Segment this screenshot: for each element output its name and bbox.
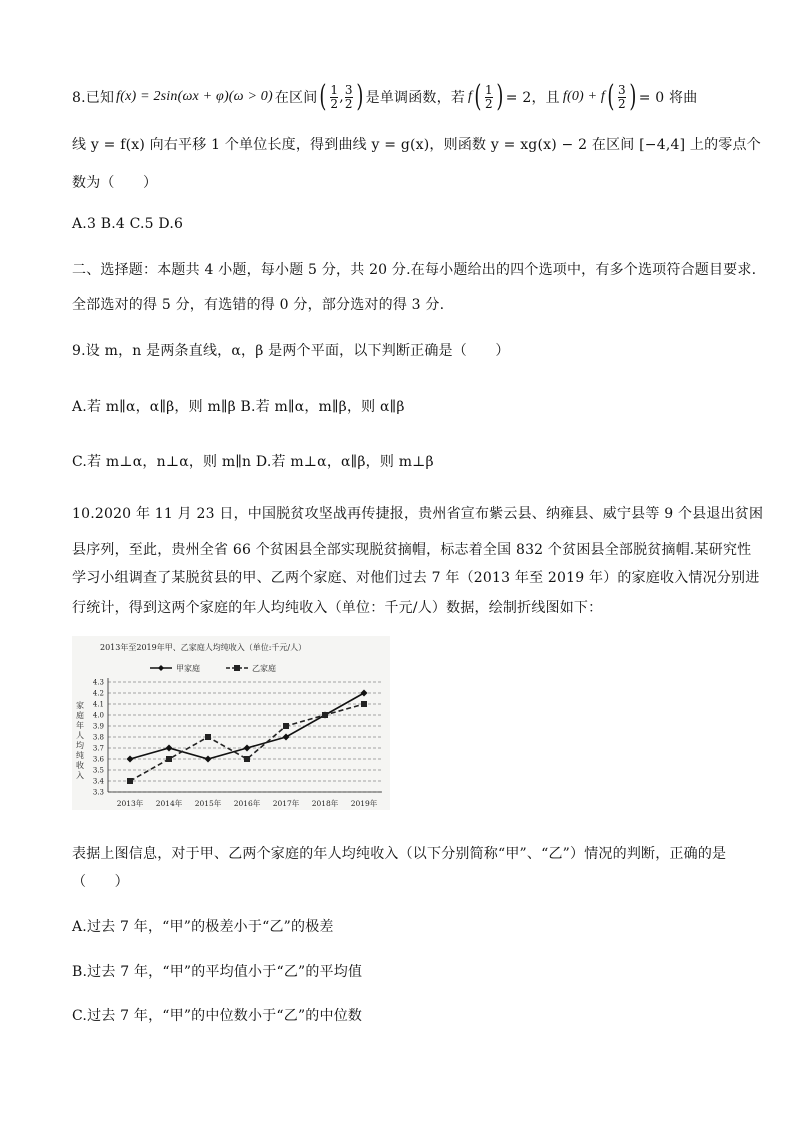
q10-option-a: A.过去 7 年，“甲”的极差小于“乙”的极差: [72, 919, 334, 935]
q8-line3: 数为（ ）: [72, 175, 158, 191]
q10-line3: 学习小组调查了某脱贫县的甲、乙两个家庭、对他们过去 7 年（2013 年至 2019 年）的家庭收入情况分别进: [72, 570, 760, 586]
paren-right-2: ): [496, 79, 504, 114]
frac-three-half: $\frac{3}{2}$: [344, 82, 353, 111]
y-label-char: 家: [76, 701, 84, 710]
section2-line1: 二、选择题：本题共 4 小题，每小题 5 分，共 20 分.在每小题给出的四个选项中，有多个选项符合题目要求.: [72, 262, 757, 278]
data-point: [322, 712, 328, 718]
y-tick-label: 4.1: [92, 700, 104, 709]
legend-label: 甲家庭: [176, 664, 200, 673]
x-tick-label: 2017年: [272, 799, 300, 808]
paren-left: (: [319, 79, 327, 114]
q9-options-cd: C.若 m⊥α，n⊥α，则 m∥n D.若 m⊥α，α∥β，则 m⊥β: [72, 454, 434, 470]
y-tick-labels: [93, 679, 105, 797]
chart-svg: [72, 636, 390, 810]
q8-line1: [72, 79, 698, 114]
q8-function: f(x) = 2sin(ωx + φ)(ω > 0): [116, 89, 273, 104]
x-tick-label: 2014年: [155, 799, 183, 808]
q10-line2: 县序列，至此，贵州全省 66 个贫困县全部实现脱贫摘帽，标志着全国 832 个贫困县全部脱贫摘帽.某研究性: [72, 542, 752, 558]
q9-stem: 9.设 m，n 是两条直线，α，β 是两个平面，以下判断正确是（ ）: [72, 343, 510, 359]
y-label-char: 庭: [76, 711, 84, 720]
q10-option-b: B.过去 7 年，“甲”的平均值小于“乙”的平均值: [72, 964, 363, 980]
paren-right: ): [356, 79, 364, 114]
q9-options-ab: A.若 m∥α，α∥β，则 m∥β B.若 m∥α，m∥β，则 α∥β: [72, 399, 405, 415]
q8-end: = 0 将曲: [638, 90, 698, 106]
y-label-char: 收: [76, 761, 84, 770]
q10-line1: 10.2020 年 11 月 23 日，中国脱贫攻坚战再传捷报，贵州省宣布紫云县、纳雍县、威宁县等 9 个县退出贫困: [72, 506, 764, 522]
y-tick-label: 3.6: [92, 755, 104, 764]
y-label-char: 入: [76, 771, 84, 780]
paren-right-3: ): [629, 79, 637, 114]
y-tick-label: 4.3: [92, 678, 104, 687]
y-label-char: 人: [76, 731, 84, 740]
data-point: [166, 756, 172, 762]
paren-left-3: (: [607, 79, 615, 114]
y-tick-label: 3.3: [92, 788, 104, 797]
y-tick-label: 4.0: [92, 711, 104, 720]
q10-option-c: C.过去 7 年，“甲”的中位数小于“乙”的中位数: [72, 1008, 363, 1024]
paren-left-2: (: [474, 79, 482, 114]
q8-prefix: 8.已知: [72, 90, 115, 106]
legend-label: 乙家庭: [252, 664, 276, 673]
legend-marker: [234, 665, 240, 671]
q8-line2: 线 y = f(x) 向右平移 1 个单位长度，得到曲线 y = g(x)，则函数 y = xg(x) − 2 在区间 [−4,4] 上的零点个: [72, 137, 761, 153]
q10-after1: 表据上图信息，对于甲、乙两个家庭的年人均纯收入（以下分别简称“甲”、“乙”）情况的判断，正确的是: [72, 846, 727, 862]
chart-background: [72, 636, 390, 810]
data-point: [361, 701, 367, 707]
q8-mid1: 在区间: [274, 90, 318, 106]
y-label-char: 均: [76, 741, 84, 750]
data-point: [244, 756, 250, 762]
q8-mid2: 是单调函数，若: [365, 90, 466, 106]
data-point: [127, 778, 133, 784]
y-tick-label: 3.8: [92, 733, 104, 742]
y-label-char: 年: [76, 721, 84, 730]
frac-three-half-2: $\frac{3}{2}$: [617, 82, 626, 111]
y-tick-label: 3.9: [92, 722, 104, 731]
y-tick-label: 3.4: [92, 777, 104, 786]
y-tick-label: 3.7: [92, 744, 104, 753]
q8-f: f: [468, 89, 473, 104]
data-point: [205, 734, 211, 740]
y-tick-label: 4.2: [92, 689, 104, 698]
y-label-char: 纯: [76, 751, 84, 760]
x-tick-label: 2013年: [116, 799, 144, 808]
x-tick-label: 2016年: [233, 799, 261, 808]
q10-after2: （ ）: [72, 874, 129, 890]
x-tick-label: 2019年: [350, 799, 378, 808]
section2-line2: 全部选对的得 5 分，有选错的得 0 分，部分选对的得 3 分.: [72, 297, 445, 313]
comma: ,: [339, 89, 344, 105]
frac-one-half: $\frac{1}{2}$: [330, 82, 339, 111]
data-point: [283, 723, 289, 729]
income-line-chart: [72, 636, 390, 810]
q8-mid3: = 2，且: [505, 90, 560, 106]
q8-mid4: f(0) + f: [562, 89, 606, 104]
q10-line4: 行统计，得到这两个家庭的年人均纯收入（单位：千元/人）数据，绘制折线图如下：: [72, 600, 603, 616]
frac-one-half-2: $\frac{1}{2}$: [485, 82, 493, 111]
y-tick-label: 3.5: [92, 766, 104, 775]
chart-title: 2013年至2019年甲、乙家庭人均纯收入（单位:千元/人）: [100, 643, 307, 652]
q8-options: A.3 B.4 C.5 D.6: [72, 216, 184, 232]
x-tick-label: 2015年: [194, 799, 222, 808]
x-tick-label: 2018年: [311, 799, 339, 808]
